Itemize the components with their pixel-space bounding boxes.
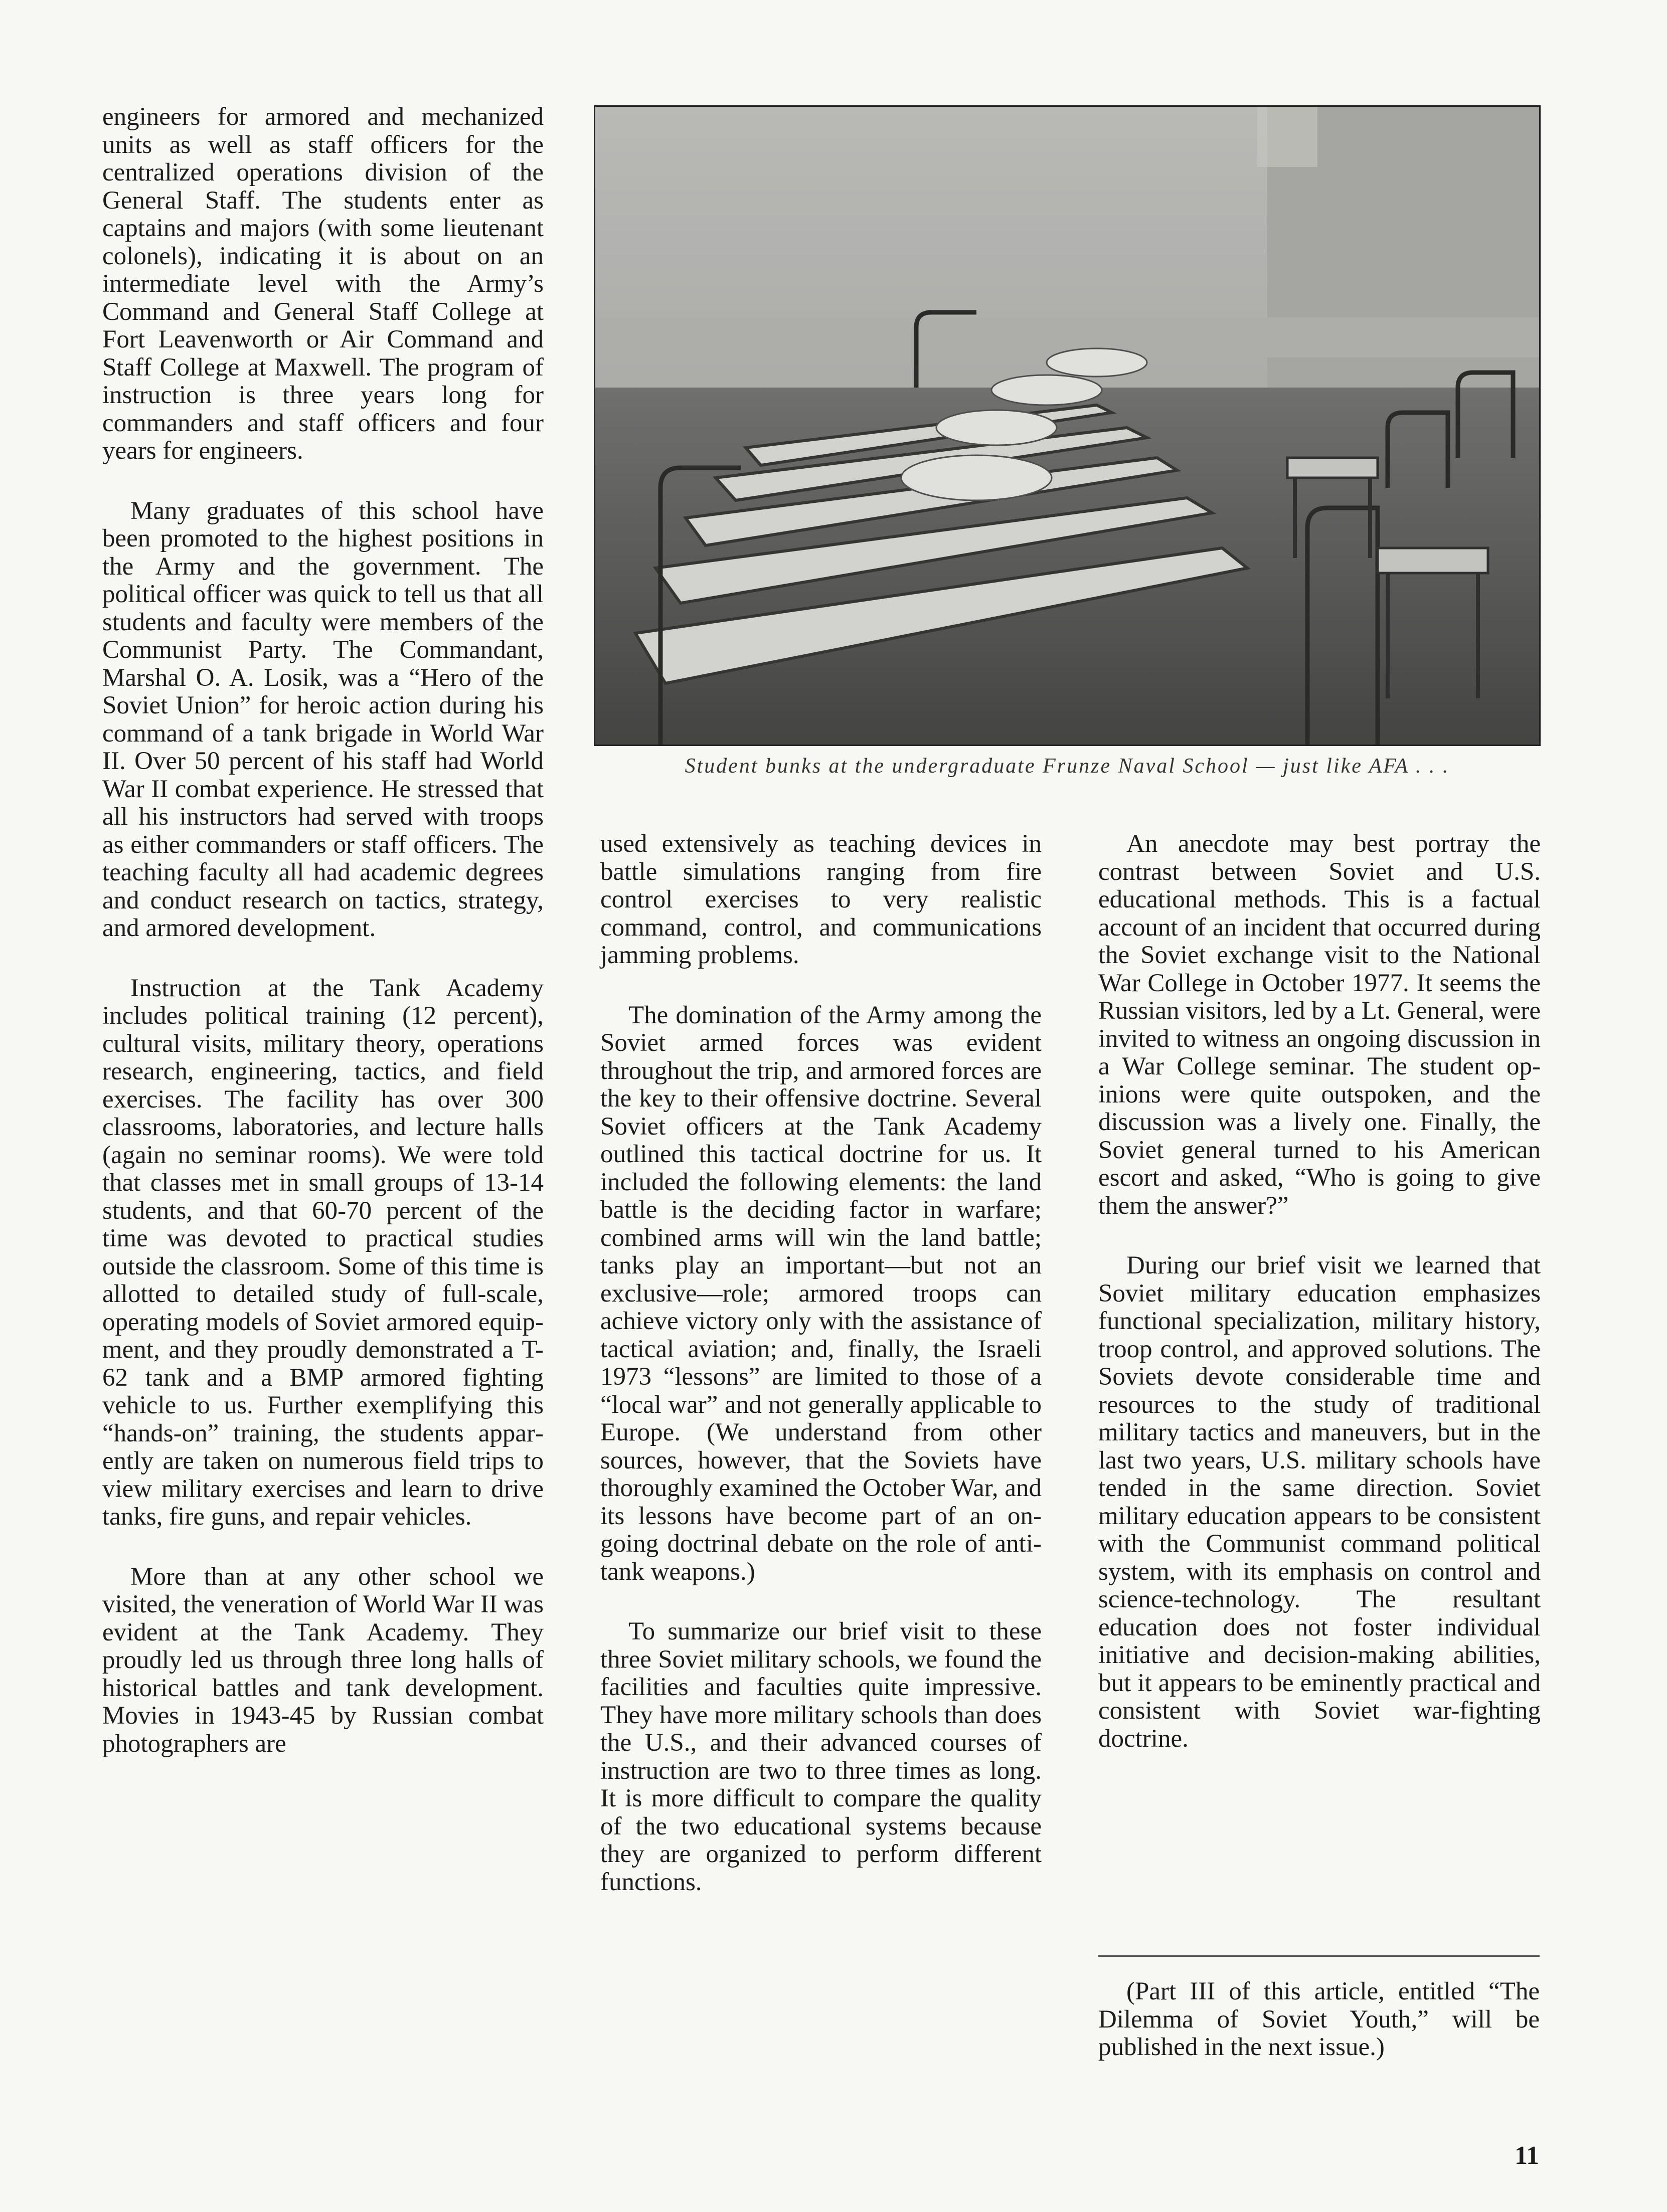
text-column-left	[102, 103, 544, 1790]
paragraph: An anecdote may best portray the contrast between Soviet and U.S. educational methods. This is a factual account of an incident that occurred during the Soviet exchange visit to the National War College in October 1977. It seems the Russian visitors, led by a Lt. General, were invited to witness an ongoing discussion in a War College seminar. The student opinions were quite outspoken, and the discussion was a lively one. Finally, the Soviet general turned to his American escort and asked, “Who is going to give them the answer?”	[1098, 830, 1541, 1220]
paragraph: Many graduates of this school have been promoted to the highest positions in the Army and the government. The political officer was quick to tell us that all students and faculty were members of the Communist Party. The Commandant, Marshal O. A. Losik, was a “Hero of the Soviet Union” for heroic action during his command of a tank brigade in World War II. Over 50 percent of his staff had World War II combat experience. He stressed that all his instructors had served with troops as either commanders or staff officers. The teaching faculty all had academic degrees and conduct research on tactics, strategy, and armored development.	[102, 496, 544, 942]
paragraph: The domination of the Army among the Soviet armed forces was evident throughout the trip, and armored forces are the key to their offensive doctrine. Several Soviet officers at the Tank Academy outlined this tactical doctrine for us. It included the following elements: the land battle is the deciding factor in warfare; combined arms will win the land battle; tanks play an important—but not an exclusive—role; armored troops can achieve victory only with the assistance of tactical aviation; and, finally, the Israeli 1973 “lessons” are limited to those of a “local war” and not generally applicable to Europe. (We understand from other sources, however, that the Soviets have thoroughly examined the October War, and its lessons have become part of an on-going doctrinal debate on the role of anti-tank weapons.)	[600, 1001, 1042, 1586]
photo-caption: Student bunks at the undergraduate Frunze Naval School — just like AFA . . .	[685, 755, 1450, 778]
paragraph: During our brief visit we learned that Soviet military education emphasizes functional specialization, military history, troop control, and approved solutions. The Soviets devote considerable time and resources to the study of traditional military tactics and maneuvers, but in the last two years, U.S. military schools have tended in the same direction. Soviet military education appears to be consistent with the Communist command political system, with its emphasis on control and science-technology. The resultant education does not foster individual initiative and decision-making abilities, but it appears to be eminently practical and consistent with Soviet war-fighting doctrine.	[1098, 1251, 1541, 1753]
paragraph: Instruction at the Tank Academy includes political training (12 percent), cultural visits, military theory, operations research, engineering, tactics, and field exercises. The facility has over 300 classrooms, laboratories, and lecture halls (again no seminar rooms). We were told that classes met in small groups of 13-14 students, and that 60-70 percent of the time was devoted to practical studies outside the classroom. Some of this time is allotted to detailed study of full-scale, operating models of Soviet armored equipment, and they proudly demonstrated a T-62 tank and a BMP armored fighting vehicle to us. Further exemplifying this “hands-on” training, the students apparently are taken on numerous field trips to view military exercises and learn to drive tanks, fire guns, and repair vehicles.	[102, 974, 544, 1531]
footnote-text: (Part III of this article, entitled “The Dilemma of Soviet Youth,” will be published in the next issue.)	[1098, 1977, 1540, 2061]
page-number: 11	[1515, 2141, 1540, 2170]
footnote-divider	[1098, 1955, 1540, 1957]
footnote	[1098, 1978, 1540, 2062]
paragraph: engineers for armored and mechanized units as well as staff officers for the centralized operations division of the General Staff. The students enter as captains and majors (with some lieutenant colonels), indicating it is about on an intermediate level with the Army’s Command and General Staff College at Fort Leavenworth or Air Command and Staff College at Maxwell. The program of instruction is three years long for commanders and staff officers and four years for engineers.	[102, 103, 544, 465]
paragraph: used extensively as teaching devices in battle simulations ranging from fire control exercises to very realistic command, control, and communications jamming problems.	[600, 830, 1042, 969]
dormitory-photo	[594, 105, 1541, 746]
text-column-right	[1098, 830, 1541, 1785]
paragraph: More than at any other school we visited, the veneration of World War II was evident at the Tank Academy. They proudly led us through three long halls of historical battles and tank development. Movies in 1943-45 by Russian combat photographers are	[102, 1562, 544, 1758]
bunks-illustration	[595, 107, 1539, 745]
text-column-middle	[600, 830, 1042, 1928]
paragraph: To summarize our brief visit to these three Soviet military schools, we found the facilities and faculties quite impressive. They have more military schools than does the U.S., and their advanced courses of instruction are two to three times as long. It is more difficult to compare the quality of the two educational systems because they are organized to perform different functions.	[600, 1617, 1042, 1896]
